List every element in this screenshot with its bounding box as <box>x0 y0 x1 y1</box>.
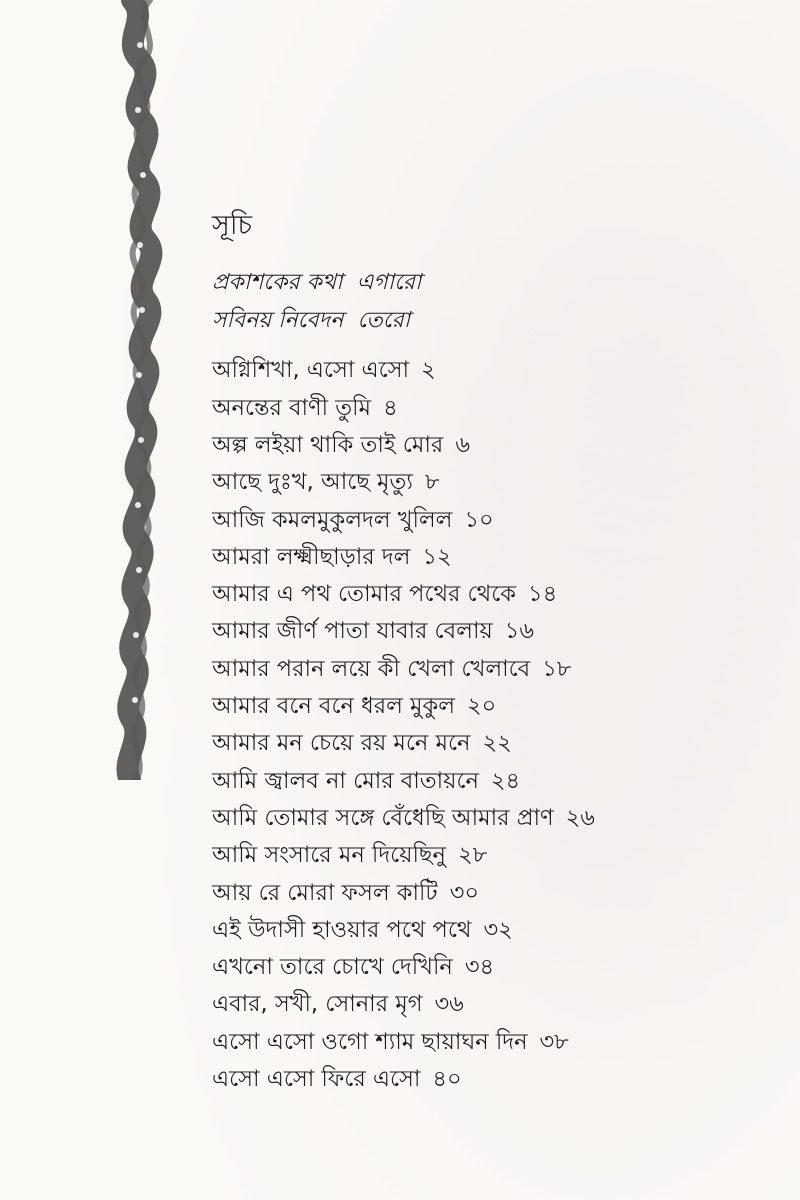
entry-title: এখনো তারে চোখে দেখিনি <box>212 954 453 981</box>
toc-entry <box>212 390 772 427</box>
table-of-contents <box>212 210 772 1098</box>
entry-title: আমার পরান লয়ে কী খেলা খেলাবে <box>212 655 531 682</box>
entry-page: ৮ <box>424 469 440 496</box>
toc-entry <box>212 539 772 576</box>
front-matter-page: তেরো <box>357 308 411 334</box>
entry-title: এবার, সখী, সোনার মৃগ <box>212 991 423 1018</box>
toc-entry <box>212 1024 772 1061</box>
toc-entry <box>212 912 772 949</box>
entry-page: ১৪ <box>528 581 558 608</box>
entry-page: ১৬ <box>504 618 534 645</box>
entry-page: ৩৮ <box>539 1028 569 1055</box>
toc-entry <box>212 1061 772 1098</box>
entry-page: ৩০ <box>449 879 479 906</box>
entry-title: অল্প লইয়া থাকি তাই মোর <box>212 431 444 458</box>
entry-page: ২৮ <box>457 842 488 869</box>
entry-title: আমার জীর্ণ পাতা যাবার বেলায় <box>212 618 493 645</box>
entry-title: আয় রে মোরা ফসল কাটি <box>212 879 438 906</box>
front-matter-item <box>212 264 772 302</box>
front-matter-list <box>212 264 772 340</box>
entry-page: ৪০ <box>432 1066 462 1093</box>
entry-page: ৬ <box>455 431 470 458</box>
front-matter-item <box>212 302 772 340</box>
entry-page: ২০ <box>467 693 497 720</box>
toc-entry <box>212 352 772 389</box>
entry-title: আমরা লক্ষ্মীছাড়ার দল <box>212 543 411 570</box>
front-matter-title: প্রকাশকের কথা <box>212 270 343 296</box>
toc-entry <box>212 949 772 986</box>
entry-page: ২৬ <box>565 804 595 831</box>
entry-title: এই উদাসী হাওয়ার পথে পথে <box>212 916 472 943</box>
entry-title: এসো এসো ওগো শ্যাম ছায়াঘন দিন <box>212 1028 528 1055</box>
entry-page: ৩২ <box>483 916 513 943</box>
toc-entry <box>212 800 772 837</box>
toc-entry <box>212 986 772 1023</box>
entry-title: অগ্নিশিখা, এসো এসো <box>212 357 410 384</box>
entry-title: আমার এ পথ তোমার পথের থেকে <box>212 581 517 608</box>
toc-entry <box>212 613 772 650</box>
entry-title: আমি সংসারে মন দিয়েছিনু <box>212 842 446 869</box>
toc-entry <box>212 502 772 539</box>
song-list <box>212 352 772 1098</box>
decorative-border-ornament <box>110 0 180 780</box>
entry-page: ১৮ <box>542 655 572 682</box>
front-matter-page: এগারো <box>356 270 422 296</box>
entry-title: আমার মন চেয়ে রয় মনে মনে <box>212 730 471 757</box>
entry-page: ২ <box>421 357 436 384</box>
toc-entry <box>212 725 772 762</box>
entry-page: ৪ <box>383 394 398 421</box>
entry-page: ৩৪ <box>464 954 495 981</box>
entry-page: ২৪ <box>490 767 521 794</box>
toc-entry <box>212 763 772 800</box>
entry-page: ২২ <box>482 730 512 757</box>
entry-title: আমার বনে বনে ধরল মুকুল <box>212 693 455 720</box>
toc-entry <box>212 875 772 912</box>
entry-title: আজি কমলমুকুলদল খুলিল <box>212 506 453 533</box>
toc-entry <box>212 427 772 464</box>
entry-page: ৩৬ <box>434 991 464 1018</box>
front-matter-title: সবিনয় নিবেদন <box>212 308 344 334</box>
entry-title: আছে দুঃখ, আছে মৃত্যু <box>212 469 413 496</box>
toc-entry <box>212 464 772 501</box>
entry-page: ১২ <box>422 543 452 570</box>
entry-title: অনন্তের বাণী তুমি <box>212 394 372 421</box>
entry-title: আমি জ্বালব না মোর বাতায়নে <box>212 767 479 794</box>
entry-title: এসো এসো ফিরে এসো <box>212 1066 421 1093</box>
toc-entry <box>212 651 772 688</box>
toc-entry <box>212 688 772 725</box>
entry-title: আমি তোমার সঙ্গে বেঁধেছি আমার প্রাণ <box>212 804 554 831</box>
toc-entry <box>212 576 772 613</box>
toc-entry <box>212 837 772 874</box>
entry-page: ১০ <box>464 506 494 533</box>
toc-title: সূচি <box>212 210 253 241</box>
